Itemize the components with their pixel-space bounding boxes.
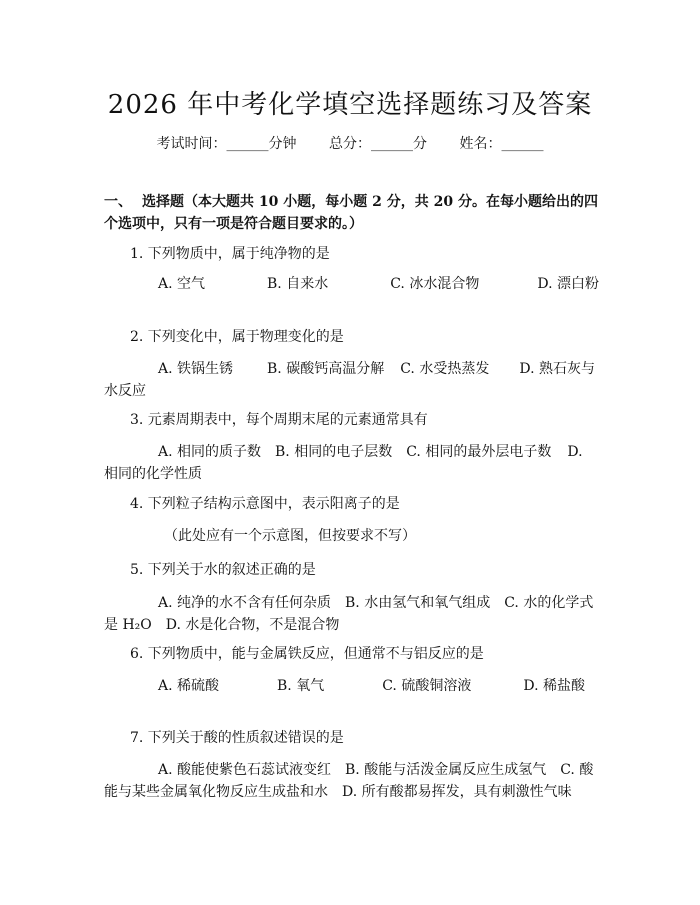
- diagram-note: （此处应有一个示意图，但按要求不写）: [164, 528, 416, 544]
- option-b: B. 碳酸钙高温分解: [267, 361, 385, 377]
- option-b: B. 酸能与活泼金属反应生成氢气: [345, 762, 547, 778]
- option-a: A. 相同的质子数: [158, 444, 262, 460]
- question-options: [104, 441, 600, 485]
- option-a: A. 空气: [158, 276, 206, 292]
- question-options: [104, 675, 600, 697]
- total-score: 总分：______分: [329, 136, 427, 152]
- question-stem: 6. 下列物质中，能与金属铁反应，但通常不与铝反应的是: [130, 646, 484, 662]
- student-name: 姓名：______: [459, 136, 544, 152]
- option-c: C. 冰水混合物: [390, 276, 480, 292]
- option-a: A. 稀硫酸: [158, 678, 220, 694]
- option-a: A. 纯净的水不含有任何杂质: [158, 595, 332, 611]
- section-number: 一、: [104, 194, 132, 210]
- option-c: C. 相同的最外层电子数: [406, 444, 552, 460]
- exam-time: 考试时间：______分钟: [156, 136, 297, 152]
- option-d: D. 水是化合物，不是混合物: [165, 617, 340, 633]
- option-c: C. 硫酸铜溶液: [382, 678, 472, 694]
- option-a: A. 酸能使紫色石蕊试液变红: [158, 762, 332, 778]
- question-stem: 1. 下列物质中，属于纯净物的是: [130, 246, 330, 262]
- page-title: 2026 年中考化学填空选择题练习及答案: [107, 90, 593, 120]
- question-options: [104, 592, 600, 636]
- option-c: C. 水的化学式是 H₂O: [104, 595, 594, 633]
- option-b: B. 相同的电子层数: [275, 444, 393, 460]
- option-c: C. 水受热蒸发: [400, 361, 490, 377]
- question-stem: 5. 下列关于水的叙述正确的是: [130, 562, 316, 578]
- exam-info: [0, 133, 700, 153]
- question-options: [104, 273, 600, 295]
- section-instructions: 选择题（本大题共 10 小题，每小题 2 分，共 20 分。在每小题给出的四个选项中，只有一项是符合题目要求的。）: [104, 194, 598, 232]
- question-stem: 3. 元素周期表中，每个周期末尾的元素通常具有: [130, 412, 428, 428]
- option-d: D. 熟石灰与水反应: [104, 361, 595, 399]
- section-heading: [104, 191, 600, 235]
- option-d: D. 相同的化学性质: [104, 444, 583, 482]
- option-d: D. 稀盐酸: [523, 678, 585, 694]
- question-stem: 7. 下列关于酸的性质叙述错误的是: [130, 730, 344, 746]
- question-options: [104, 759, 600, 803]
- option-b: B. 氧气: [277, 678, 325, 694]
- question-stem: 4. 下列粒子结构示意图中，表示阳离子的是: [130, 496, 400, 512]
- question-stem: 2. 下列变化中，属于物理变化的是: [130, 329, 344, 345]
- question-options: [104, 358, 600, 402]
- option-d: D. 所有酸都易挥发，具有刺激性气味: [342, 784, 572, 800]
- option-b: B. 水由氢气和氧气组成: [345, 595, 491, 611]
- option-b: B. 自来水: [267, 276, 329, 292]
- option-a: A. 铁锅生锈: [158, 361, 234, 377]
- option-d: D. 漂白粉: [537, 276, 599, 292]
- option-c: C. 酸能与某些金属氧化物反应生成盐和水: [104, 762, 594, 800]
